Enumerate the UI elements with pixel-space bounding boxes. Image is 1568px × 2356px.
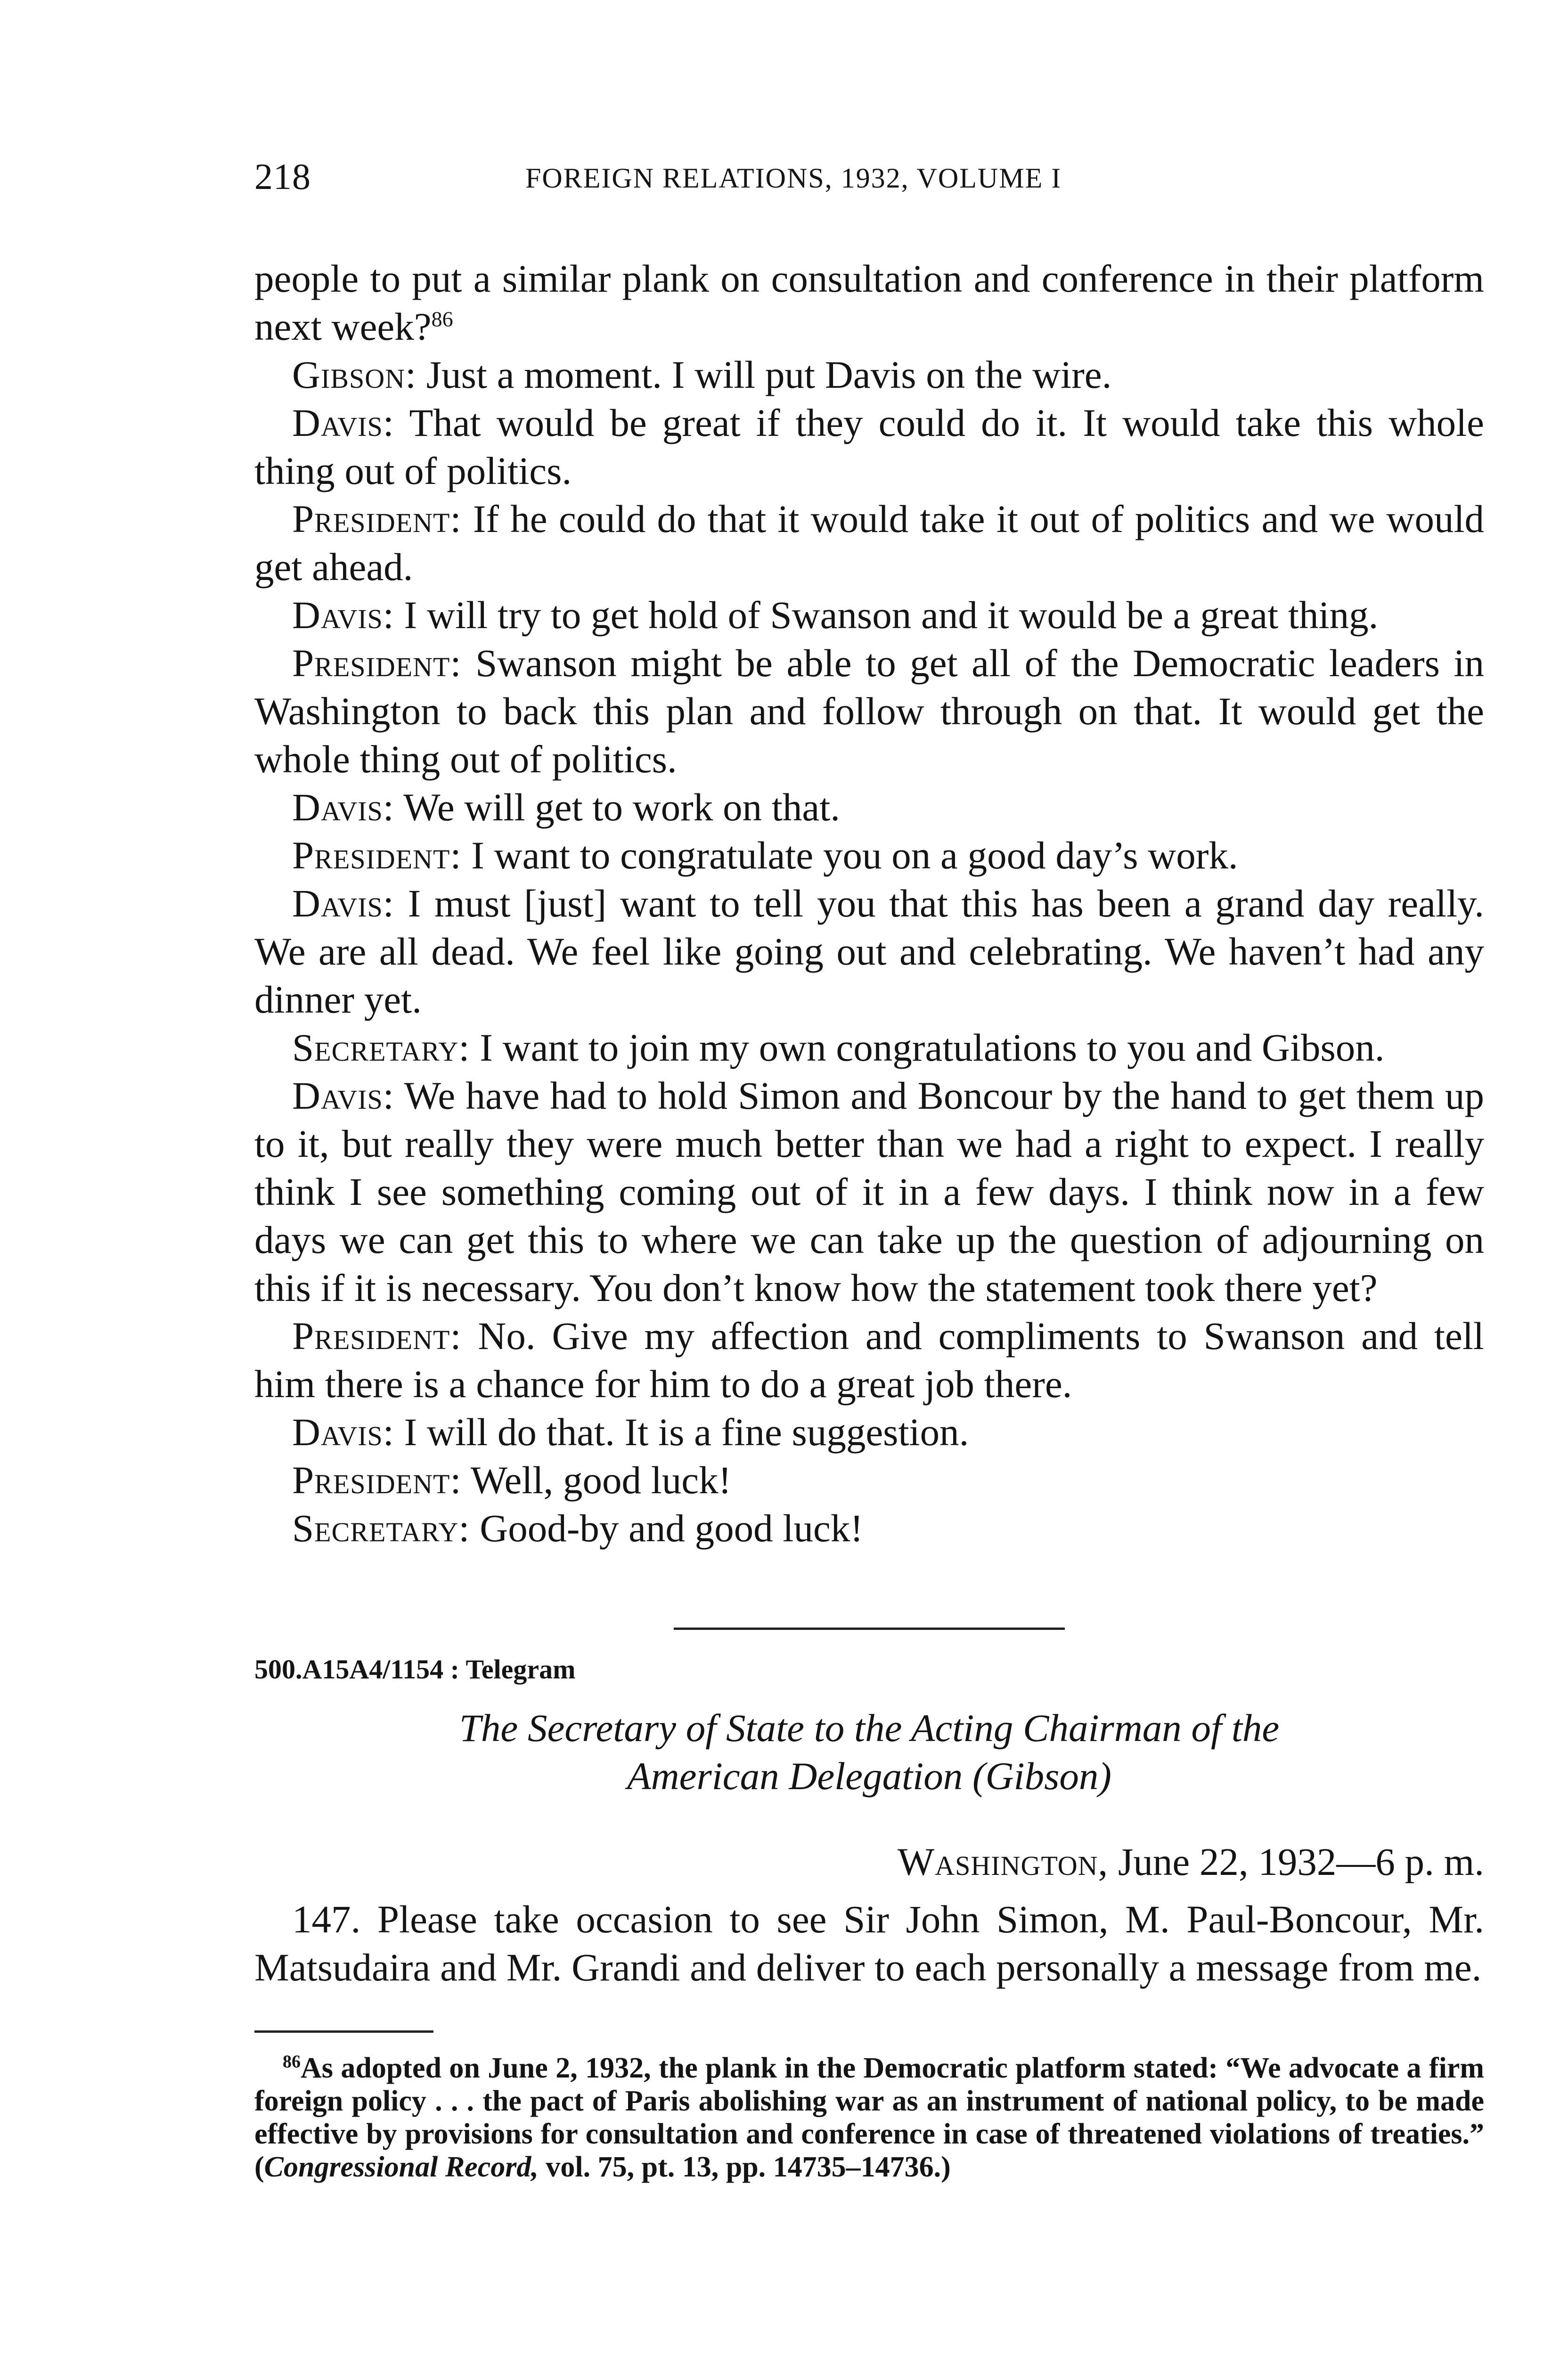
speaker-name: Davis: xyxy=(292,593,394,637)
speaker-text: I want to congratulate you on a good day’s work. xyxy=(461,834,1238,877)
transcript-opening: people to put a similar plank on consultation and conference in their platform next week?$^{86}$ xyxy=(254,257,1484,348)
speaker-name: Gibson: xyxy=(292,353,417,396)
speaker-text: Swanson might be able to get all of the Democratic leaders in Washington to back this plan and follow through on that. It would get the whole thing out of politics. xyxy=(254,641,1484,781)
speaker-name: Secretary: xyxy=(292,1026,470,1069)
speaker-text: That would be great if they could do it. It would take this whole thing out of politics. xyxy=(254,401,1484,492)
speaker-name: President: xyxy=(292,834,462,877)
running-head xyxy=(254,155,1484,207)
speaker-line xyxy=(254,879,1484,1023)
page xyxy=(254,155,1484,2213)
footnote-source-title: Congressional Record, xyxy=(264,2151,539,2183)
speaker-line xyxy=(254,1023,1484,1072)
speaker-name: Davis: xyxy=(292,401,394,444)
speaker-line xyxy=(254,831,1484,879)
speaker-name: Davis: xyxy=(292,1410,394,1454)
running-title: FOREIGN RELATIONS, 1932, VOLUME I xyxy=(525,163,1062,194)
document-title xyxy=(254,1704,1484,1800)
speaker-name: Davis: xyxy=(292,785,394,829)
document-title-line-2: American Delegation (Gibson) xyxy=(627,1754,1112,1798)
speaker-text: I will try to get hold of Swanson and it would be a great thing. xyxy=(394,593,1379,637)
footnote-reference[interactable]: 86 xyxy=(431,307,453,331)
speaker-line xyxy=(254,1312,1484,1408)
dateline-place: Washington, xyxy=(897,1840,1109,1883)
page-number: 218 xyxy=(254,156,311,197)
dateline xyxy=(254,1838,1484,1886)
footnote-divider xyxy=(254,2030,433,2033)
speaker-name: President: xyxy=(292,497,462,540)
dateline-date: June 22, 1932—6 p. m. xyxy=(1108,1840,1484,1883)
speaker-text: Just a moment. I will put Davis on the wire. xyxy=(416,353,1112,396)
footnote-number: 86 xyxy=(283,2052,301,2072)
file-reference: 500.A15A4/1154 : Telegram xyxy=(254,1654,576,1685)
speaker-line xyxy=(254,639,1484,783)
speaker-name: President: xyxy=(292,1458,462,1502)
speaker-line xyxy=(254,495,1484,591)
footnote-source-details: vol. 75, pt. 13, pp. 14735–14736.) xyxy=(538,2151,951,2183)
speaker-line xyxy=(254,1456,1484,1504)
speaker-text: Good-by and good luck! xyxy=(470,1506,863,1550)
speaker-name: Davis: xyxy=(292,1074,394,1117)
speaker-line xyxy=(254,1072,1484,1312)
speaker-name: Secretary: xyxy=(292,1506,470,1550)
speaker-text: If he could do that it would take it out of politics and we would get ahead. xyxy=(254,497,1484,589)
speaker-text: I will do that. It is a fine suggestion. xyxy=(394,1410,969,1454)
speaker-text: We have had to hold Simon and Boncour by the hand to get them up to it, but really they were much better than we had a right to expect. I really think I see something coming out of it in a few days. I think now in a few days we can get this to where we can take up the question of adjourning on this if it is necessary. You don’t know how the statement took there yet? xyxy=(254,1074,1484,1309)
speaker-text: No. Give my affection and compliments to Swanson and tell him there is a chance for him to do a great job there. xyxy=(254,1314,1484,1406)
speaker-text: We will get to work on that. xyxy=(394,785,841,829)
telegram-body: 147. Please take occasion to see Sir John Simon, M. Paul-Boncour, Mr. Matsudaira and Mr. Grandi and deliver to each personally a message from me. xyxy=(254,1898,1484,1989)
section-divider xyxy=(674,1628,1065,1630)
footnote-text: As adopted on June 2, 1932, the plank in the Democratic platform stated: “We advocate a firm foreign policy . . . the pact of Paris abolishing war as an instrument of national policy, to be made effective by provisions for consultation and conference in case of threatened violations of treaties.” ( xyxy=(254,2052,1484,2183)
speaker-name: President: xyxy=(292,1314,462,1358)
speaker-line xyxy=(254,399,1484,495)
speaker-line xyxy=(254,591,1484,639)
speaker-name: Davis: xyxy=(292,882,394,925)
speaker-text: I want to join my own congratulations to you and Gibson. xyxy=(470,1026,1385,1069)
footnote xyxy=(254,2052,1484,2184)
speaker-line xyxy=(254,351,1484,399)
speaker-text: Well, good luck! xyxy=(461,1458,732,1502)
transcript xyxy=(254,254,1484,1552)
document-title-line-1: The Secretary of State to the Acting Chairman of the xyxy=(459,1706,1280,1750)
speaker-line xyxy=(254,1408,1484,1456)
speaker-line xyxy=(254,783,1484,831)
speaker-line xyxy=(254,1504,1484,1552)
speaker-name: President: xyxy=(292,641,462,685)
speaker-text: I must [just] want to tell you that this has been a grand day really. We are all dead. We feel like going out and celebrating. We haven’t had any dinner yet. xyxy=(254,882,1484,1021)
